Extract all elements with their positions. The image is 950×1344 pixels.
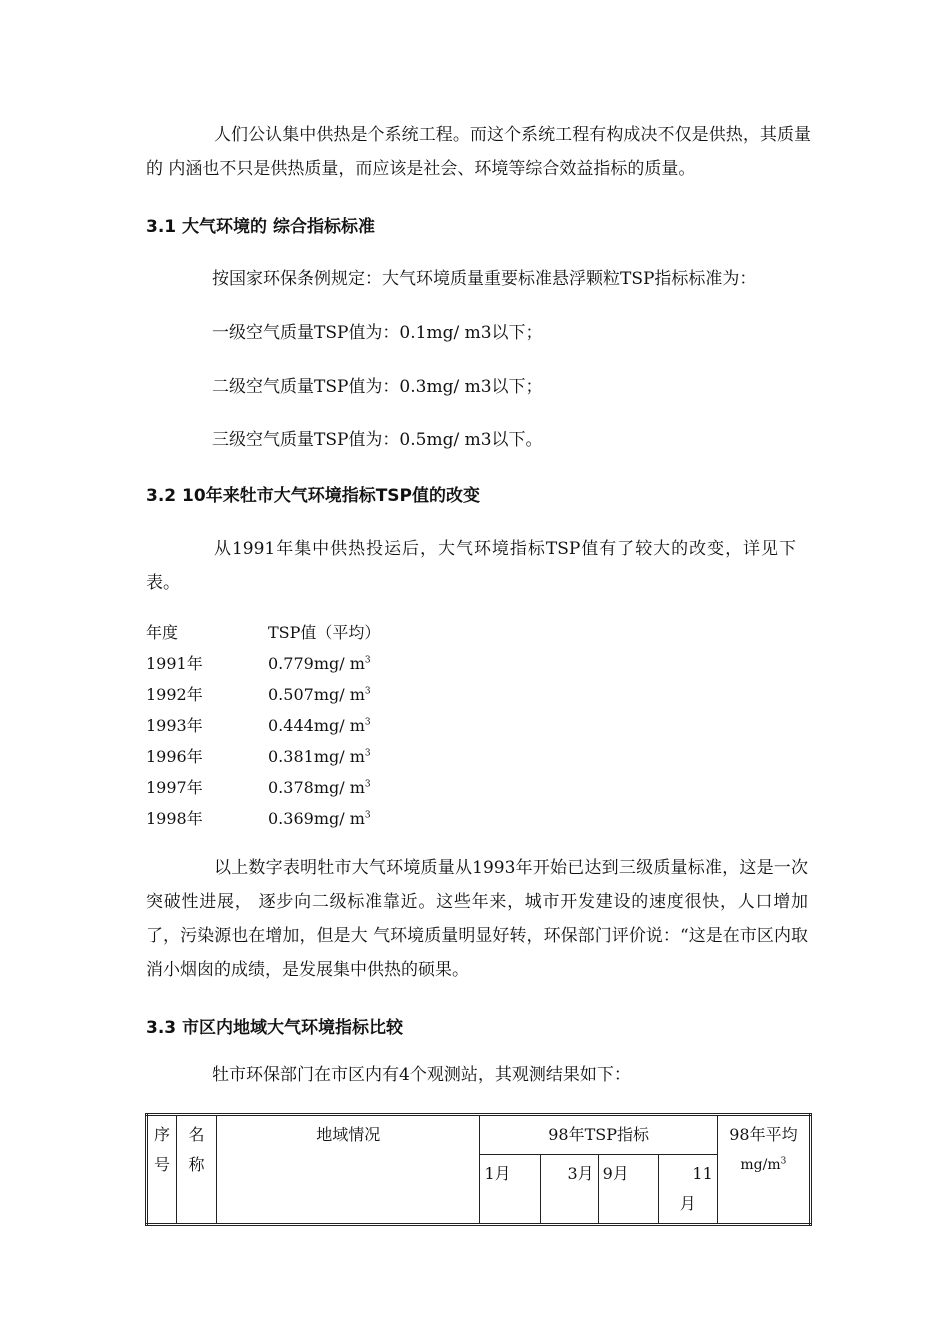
analysis-paragraph: 以上数字表明牡市大气环境质量从1993年开始已达到三级质量标准，这是一次突破性进展， 逐步向二级标准靠近。这些年来，城市开发建设的速度很快，人口增加了，污染源也在增加，但是大 气环境质量明显好转，环保部门评价说：“这是在市区内取消小烟囱的成绩，是发展集中供热的硕果。 <box>146 858 808 980</box>
change-intro-paragraph: 从1991年集中供热投运后，大气环境指标TSP值有了较大的改变，详见下表。 <box>146 539 796 593</box>
tsp-year: 1992年 <box>146 685 203 704</box>
heading-3-2: 3.2 10年来牡市大气环境指标TSP值的改变 <box>146 486 480 506</box>
col-tsp-98: 98年TSP指标 <box>480 1115 717 1155</box>
col-month-jan: 1月 <box>480 1155 540 1225</box>
col-month-nov: 11 月 <box>658 1155 717 1225</box>
tsp-year: 1998年 <box>146 809 203 828</box>
tsp-value: 0.381mg/ $m^3$ <box>268 747 371 766</box>
tsp-year: 1993年 <box>146 716 203 735</box>
heading-3-3: 3.3 市区内地域大气环境指标比较 <box>146 1018 404 1038</box>
tsp-year: 1997年 <box>146 778 203 797</box>
col-name: 名 称 <box>177 1115 217 1225</box>
col-serial-number: 序 号 <box>147 1115 177 1225</box>
station-results-table <box>145 1113 812 1226</box>
col-month-sep: 9月 <box>598 1155 658 1225</box>
level3-standard: 三级空气质量TSP值为：0.5mg/ m3以下。 <box>212 430 543 450</box>
tsp-value: 0.378mg/ $m^3$ <box>268 778 371 797</box>
stations-intro: 牡市环保部门在市区内有4个观测站，其观测结果如下： <box>212 1065 631 1085</box>
tsp-value: 0.444mg/ $m^3$ <box>268 716 371 735</box>
level1-standard: 一级空气质量TSP值为：0.1mg/ m3以下； <box>212 323 543 343</box>
intro-paragraph: 人们公认集中供热是个系统工程。而这个系统工程有构成决不仅是供热，其质量的 内涵也不只是供热质量，而应该是社会、环境等综合效益指标的质量。 <box>146 125 811 179</box>
tsp-header-year: 年度 <box>146 623 179 642</box>
tsp-year: 1996年 <box>146 747 203 766</box>
tsp-header-value: TSP值（平均） <box>268 623 381 642</box>
heading-3-1: 3.1 大气环境的 综合指标标准 <box>146 217 375 237</box>
tsp-value: 0.507mg/ $m^3$ <box>268 685 371 704</box>
tsp-year: 1991年 <box>146 654 203 673</box>
regulation-intro: 按国家环保条例规定：大气环境质量重要标准悬浮颗粒TSP指标标准为： <box>212 269 757 289</box>
tsp-value: 0.369mg/ $m^3$ <box>268 809 371 828</box>
tsp-value: 0.779mg/ $m^3$ <box>268 654 371 673</box>
col-avg-98: 98年平均 $mg/m^3$ <box>717 1115 810 1225</box>
col-area: 地域情况 <box>217 1115 480 1225</box>
level2-standard: 二级空气质量TSP值为：0.3mg/ m3以下； <box>212 377 543 397</box>
col-month-mar: 3月 <box>540 1155 598 1225</box>
